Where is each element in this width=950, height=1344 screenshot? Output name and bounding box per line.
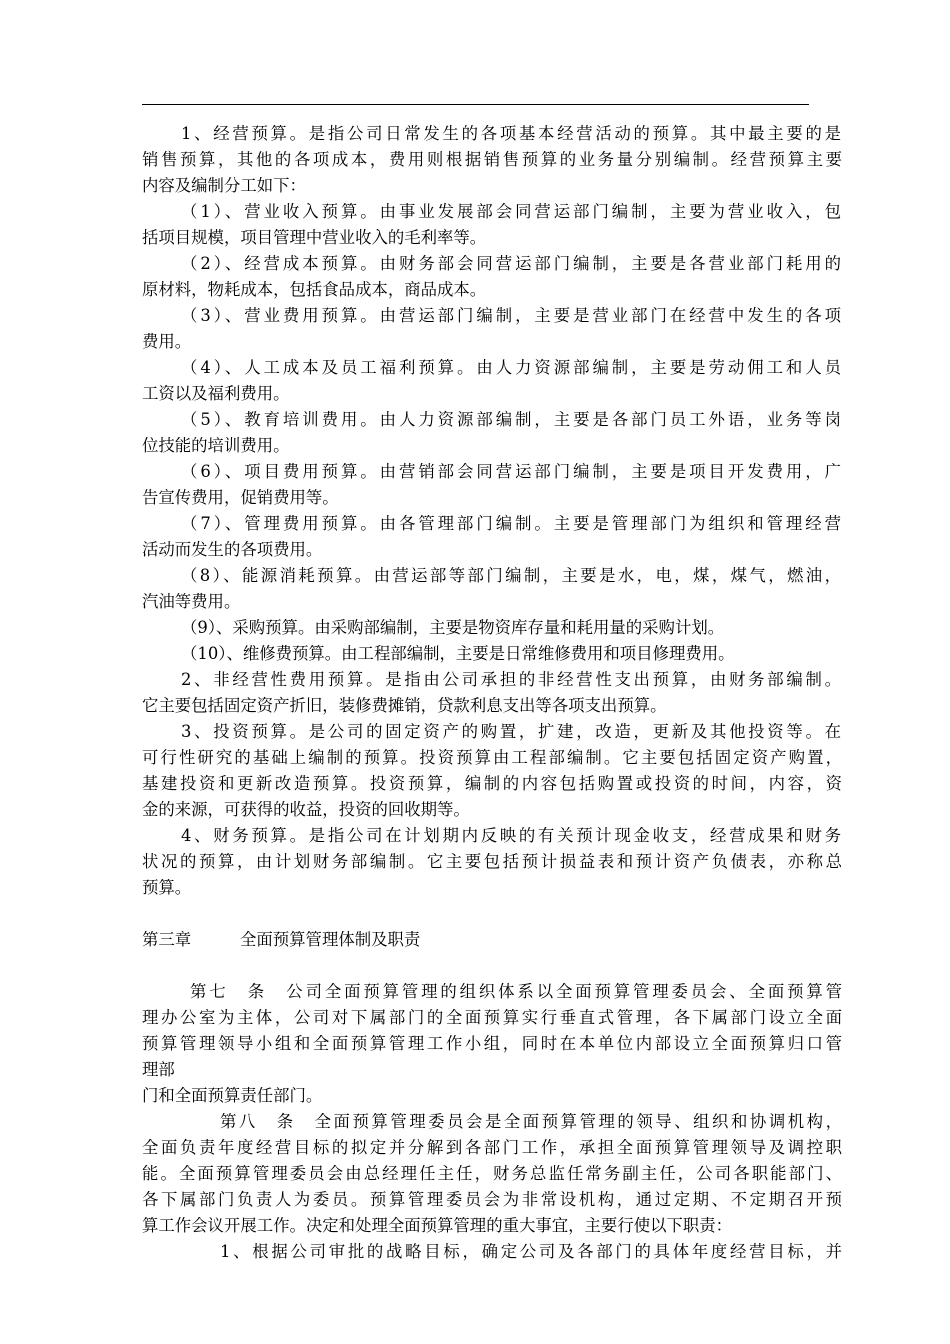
text-line: （3）、营业费用预算。由营运部门编制，主要是营业部门在经营中发生的各项 — [181, 306, 841, 325]
text-line: 预算。 — [142, 878, 192, 897]
text-line: 原材料，物耗成本，包括食品成本，商品成本。 — [142, 280, 487, 299]
text-line: 括项目规模，项目管理中营业收入的毛利率等。 — [142, 228, 487, 247]
text-line: 理办公室为主体，公司对下属部门的全面预算实行垂直式管理，各下属部门设立全面 — [142, 1008, 842, 1027]
text-line: 理部 — [142, 1060, 175, 1079]
text-line: （4）、人工成本及员工福利预算。由人力资源部编制，主要是劳动佣工和人员 — [181, 358, 841, 377]
chapter-title: 全面预算管理体制及职责 — [240, 930, 421, 949]
text-line: （6）、项目费用预算。由营销部会同营运部门编制，主要是项目开发费用，广 — [181, 462, 841, 481]
text-line: 预算管理领导小组和全面预算管理工作小组，同时在本单位内部设立全面预算归口管 — [142, 1034, 842, 1053]
text-line: 第七 条 公司全面预算管理的组织体系以全面预算管理委员会、全面预算管 — [190, 982, 842, 1001]
text-line: 告宣传费用，促销费用等。 — [142, 488, 339, 507]
text-line: 汽油等费用。 — [142, 592, 241, 611]
text-line: 4、财务预算。是指公司在计划期内反映的有关预计现金收支，经营成果和财务 — [181, 826, 841, 845]
text-line: 它主要包括固定资产折旧，装修费摊销，贷款利息支出等各项支出预算。 — [142, 696, 667, 715]
text-line: （10）、维修费预算。由工程部编制，主要是日常维修费用和项目修理费用。 — [181, 644, 735, 663]
text-line: 内容及编制分工如下： — [142, 176, 306, 195]
text-line: 3、投资预算。是公司的固定资产的购置，扩建，改造，更新及其他投资等。在 — [181, 722, 841, 741]
text-line: 第八 条 全面预算管理委员会是全面预算管理的领导、组织和协调机构， — [220, 1112, 842, 1131]
text-line: 活动而发生的各项费用。 — [142, 540, 323, 559]
text-line: 金的来源，可获得的收益，投资的回收期等。 — [142, 800, 470, 819]
text-line: 全面负责年度经营目标的拟定并分解到各部门工作，承担全面预算管理领导及调控职 — [142, 1138, 842, 1157]
text-line: 2、非经营性费用预算。是指由公司承担的非经营性支出预算，由财务部编制。 — [181, 670, 841, 689]
text-line: 基建投资和更新改造预算。投资预算，编制的内容包括购置或投资的时间，内容，资 — [142, 774, 842, 793]
text-line: （8）、能源消耗预算。由营运部等部门编制，主要是水，电，煤，煤气，燃油， — [181, 566, 841, 585]
text-line: 位技能的培训费用。 — [142, 436, 290, 455]
text-line: （1）、营业收入预算。由事业发展部会同营运部门编制，主要为营业收入，包 — [181, 202, 841, 221]
text-line: 状况的预算，由计划财务部编制。它主要包括预计损益表和预计资产负债表，亦称总 — [142, 852, 842, 871]
chapter-number: 第三章 — [142, 930, 192, 949]
text-line: （9）、采购预算。由采购部编制，主要是物资库存量和耗用量的采购计划。 — [181, 618, 725, 637]
text-line: （7）、管理费用预算。由各管理部门编制。主要是管理部门为组织和管理经营 — [181, 514, 841, 533]
text-line: 1、经营预算。是指公司日常发生的各项基本经营活动的预算。其中最主要的是 — [181, 124, 841, 143]
text-line: 1、根据公司审批的战略目标，确定公司及各部门的具体年度经营目标，并 — [220, 1242, 842, 1261]
text-line: （5）、教育培训费用。由人力资源部编制，主要是各部门员工外语，业务等岗 — [181, 410, 841, 429]
text-line: 销售预算，其他的各项成本，费用则根据销售预算的业务量分别编制。经营预算主要 — [142, 150, 842, 169]
text-line: 费用。 — [142, 332, 192, 351]
text-line: 可行性研究的基础上编制的预算。投资预算由工程部编制。它主要包括固定资产购置， — [142, 748, 842, 767]
text-line: 各下属部门负责人为委员。预算管理委员会为非常设机构，通过定期、不定期召开预 — [142, 1190, 842, 1209]
header-rule — [142, 104, 809, 105]
text-line: 工资以及福利费用。 — [142, 384, 290, 403]
text-line: 能。全面预算管理委员会由总经理任主任，财务总监任常务副主任，公司各职能部门、 — [142, 1164, 842, 1183]
text-line: 算工作会议开展工作。决定和处理全面预算管理的重大事宜，主要行使以下职责： — [142, 1216, 733, 1235]
text-line: 门和全面预算责任部门。 — [142, 1086, 323, 1105]
text-line: （2）、经营成本预算。由财务部会同营运部门编制，主要是各营业部门耗用的 — [181, 254, 841, 273]
